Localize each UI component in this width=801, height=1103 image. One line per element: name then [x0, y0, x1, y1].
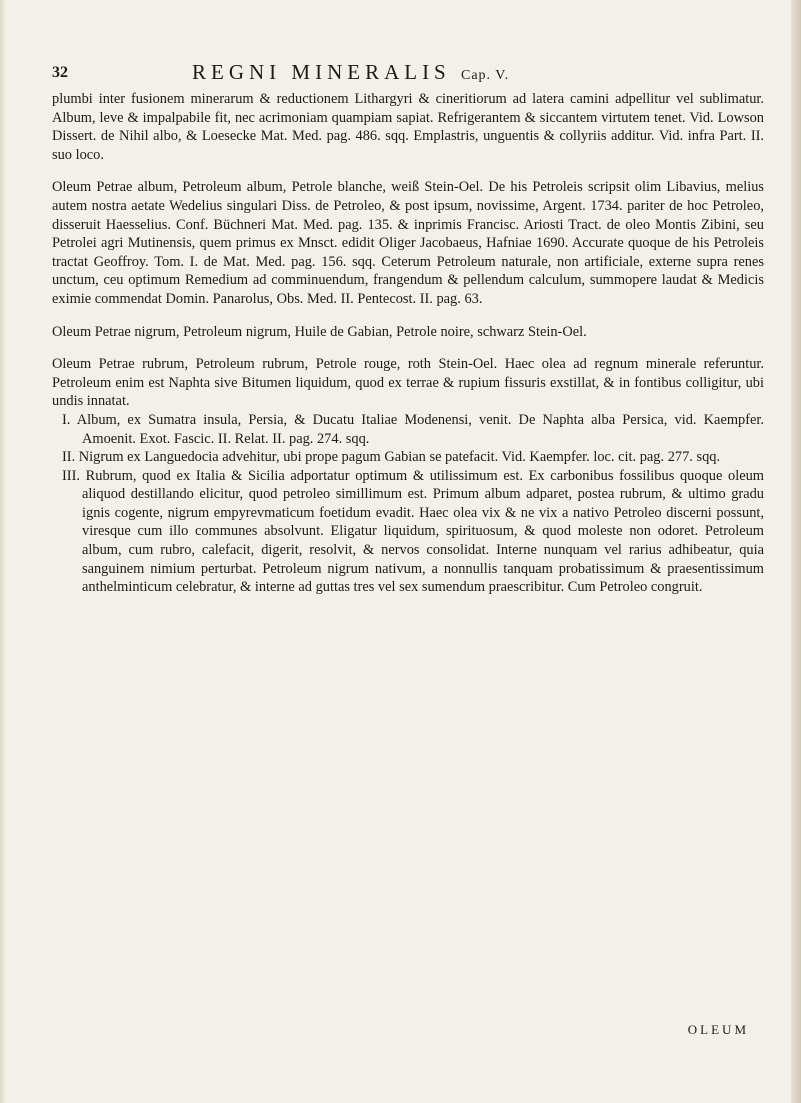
- running-header: [52, 60, 764, 90]
- list-item-album: I. Album, ex Sumatra insula, Persia, & Ducatu Italiae Modenensi, venit. De Naphta alba Persica, vid. Kaempfer. Amoenit. Exot. Fascic. II. Relat. II. pag. 274. sqq.: [62, 411, 764, 447]
- running-title-chapter: Cap. V.: [461, 68, 510, 83]
- paragraph-oleum-album: Oleum Petrae album, Petroleum album, Petrole blanche, weiß Stein-Oel. De his Petroleis scripsit olim Libavius, melius autem nostra aetate Wedelius singulari Diss. de Petroleo, & post ipsum, novissime, Argent. 1734. pariter de hoc Petroleo, disseruit Haesselius. Conf. Büchneri Mat. Med. pag. 135. & inprimis Francisc. Ariosti Tract. de oleo Montis Zibini, seu Petrolei agri Mutinensis, quem primus ex Mnsct. edidit Oliger Jacobaeus, Hafniae 1690. Accurate quoque de his Petroleis tractat Geoffroy. Tom. I. de Mat. Med. pag. 156. sqq. Ceterum Petroleum naturale, non artificiale, externe supra renes unctum, ceu optimum Remedium ad comminuendum, frangendum & pellendum calculum, summopere laudat & Medicis eximie commendat Domin. Panarolus, Obs. Med. II. Pentecost. II. pag. 63.: [52, 179, 764, 307]
- running-title-main: REGNI MINERALIS: [192, 60, 451, 84]
- paragraph-oleum-nigrum: Oleum Petrae nigrum, Petroleum nigrum, Huile de Gabian, Petrole noire, schwarz Stein-Oel.: [52, 323, 587, 340]
- paragraph-oleum-rubrum: Oleum Petrae rubrum, Petroleum rubrum, Petrole rouge, roth Stein-Oel. Haec olea ad regnum minerale referuntur. Petroleum enim est Naphta sive Bitumen liquidum, quod ex terrae & rupium fissuris exstillat, & in fontibus colligitur, ubi undis innatat.: [52, 356, 764, 410]
- book-page: [52, 60, 764, 597]
- list-item-rubrum: III. Rubrum, quod ex Italia & Sicilia adportatur optimum & utilissimum est. Ex carbonibus fossilibus quoque oleum aliquod destillando elicitur, quod petroleo simillimum est. Primum album adparet, postea rubrum, & ultimo gradu ignis cogente, nigrum empyrevmaticum foetidum evadit. Haec olea vix & ne vix a nativo Petroleo discerni possunt, viresque cum illo communes absolvunt. Eligatur liquidum, spirituosum, & quod moleste non odoret. Petroleum album, cum rubro, calefacit, digerit, resolvit, & nervos consolidat. Interne nunquam vel rarius adhibeatur, quia sanguinem nimium perturbat. Petroleum nigrum nativum, a nonnullis tanquam probatissimum & praesentissimum anthelminticum celebratur, & interne ad guttas tres vel sex sumendum praescribitur. Cum Petroleo congruit.: [62, 467, 764, 596]
- page-edge-shadow: [791, 0, 801, 1103]
- catchword: OLEUM: [687, 1022, 749, 1037]
- running-title: [192, 60, 509, 85]
- paragraph-lithargyrum: plumbi inter fusionem minerarum & reductionem Lithargyri & cineritiorum ad latera camini adpellitur vel sublimatur. Album, leve & impalpabile fit, nec acrimoniam quampiam sapiat. Refrigerantem & siccantem virtutem tenet. Vid. Lowson Dissert. de Nihil albo, & Loesecke Mat. Med. pag. 486. sqq. Emplastris, unguentis & collyriis additur. Vid. infra Part. II. suo loco.: [52, 91, 764, 163]
- page-gutter-shadow: [0, 0, 6, 1103]
- list-item-nigrum: II. Nigrum ex Languedocia advehitur, ubi prope pagum Gabian se patefacit. Vid. Kaempfer. loc. cit. pag. 277. sqq.: [62, 449, 721, 466]
- page-number: 32: [52, 64, 68, 81]
- petroleum-list: [52, 411, 764, 597]
